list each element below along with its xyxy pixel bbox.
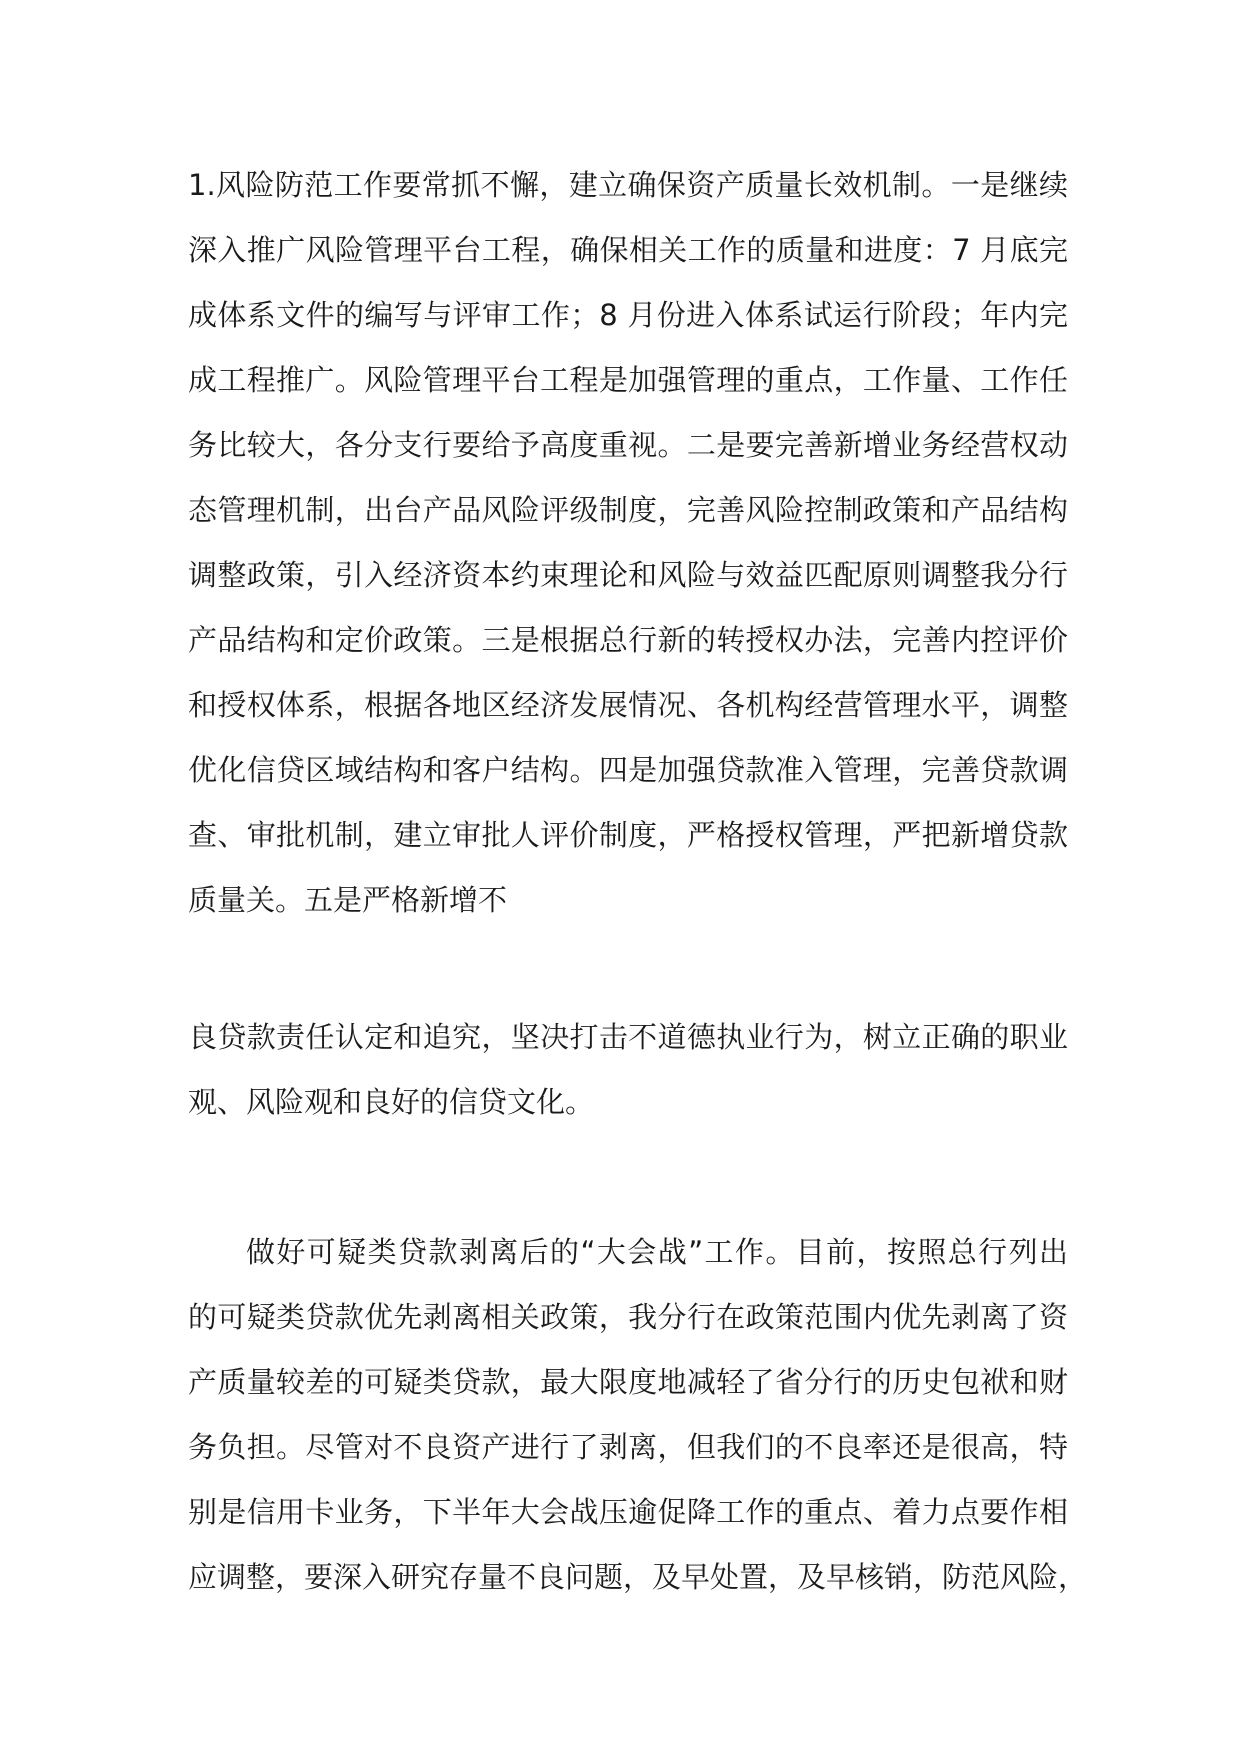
paragraph-line: 应调整，要深入研究存量不良问题，及早处置，及早核销，防范风险， [188, 1560, 1088, 1594]
paragraph-line: 调整政策，引入经济资本约束理论和风险与效益匹配原则调整我分行 [188, 558, 1068, 592]
paragraph-line: 产品结构和定价政策。三是根据总行新的转授权办法，完善内控评价 [188, 623, 1068, 657]
paragraph-line: 质量关。五是严格新增不 [188, 883, 508, 917]
paragraph-line: 查、审批机制，建立审批人评价制度，严格授权管理，严把新增贷款 [188, 818, 1068, 852]
paragraph-line: 别是信用卡业务，下半年大会战压逾促降工作的重点、着力点要作相 [188, 1495, 1068, 1529]
paragraph-doubtful-loans [188, 1220, 1088, 1610]
paragraph-continuation [188, 1005, 1068, 1135]
paragraph-line: 态管理机制，出台产品风险评级制度，完善风险控制政策和产品结构 [188, 493, 1068, 527]
paragraph-line: 深入推广风险管理平台工程，确保相关工作的质量和进度：7 月底完 [188, 233, 1068, 267]
paragraph-line: 务负担。尽管对不良资产进行了剥离，但我们的不良率还是很高，特 [188, 1430, 1068, 1464]
paragraph-line: 的可疑类贷款优先剥离相关政策，我分行在政策范围内优先剥离了资 [188, 1300, 1068, 1334]
paragraph-line: 务比较大，各分支行要给予高度重视。二是要完善新增业务经营权动 [188, 428, 1068, 462]
paragraph-line: 1.风险防范工作要常抓不懈，建立确保资产质量长效机制。一是继续 [188, 168, 1068, 202]
paragraph-line: 产质量较差的可疑类贷款，最大限度地减轻了省分行的历史包袱和财 [188, 1365, 1068, 1399]
paragraph-line: 成工程推广。风险管理平台工程是加强管理的重点，工作量、工作任 [188, 363, 1068, 397]
paragraph-line: 观、风险观和良好的信贷文化。 [188, 1085, 595, 1119]
paragraph-line: 成体系文件的编写与评审工作；8 月份进入体系试运行阶段；年内完 [188, 298, 1068, 332]
paragraph-line: 做好可疑类贷款剥离后的“大会战”工作。目前，按照总行列出 [246, 1235, 1068, 1269]
paragraph-risk-prevention [188, 153, 1068, 933]
paragraph-line: 良贷款责任认定和追究，坚决打击不道德执业行为，树立正确的职业 [188, 1020, 1068, 1054]
paragraph-line: 和授权体系，根据各地区经济发展情况、各机构经营管理水平，调整 [188, 688, 1068, 722]
paragraph-line: 优化信贷区域结构和客户结构。四是加强贷款准入管理，完善贷款调 [188, 753, 1068, 787]
